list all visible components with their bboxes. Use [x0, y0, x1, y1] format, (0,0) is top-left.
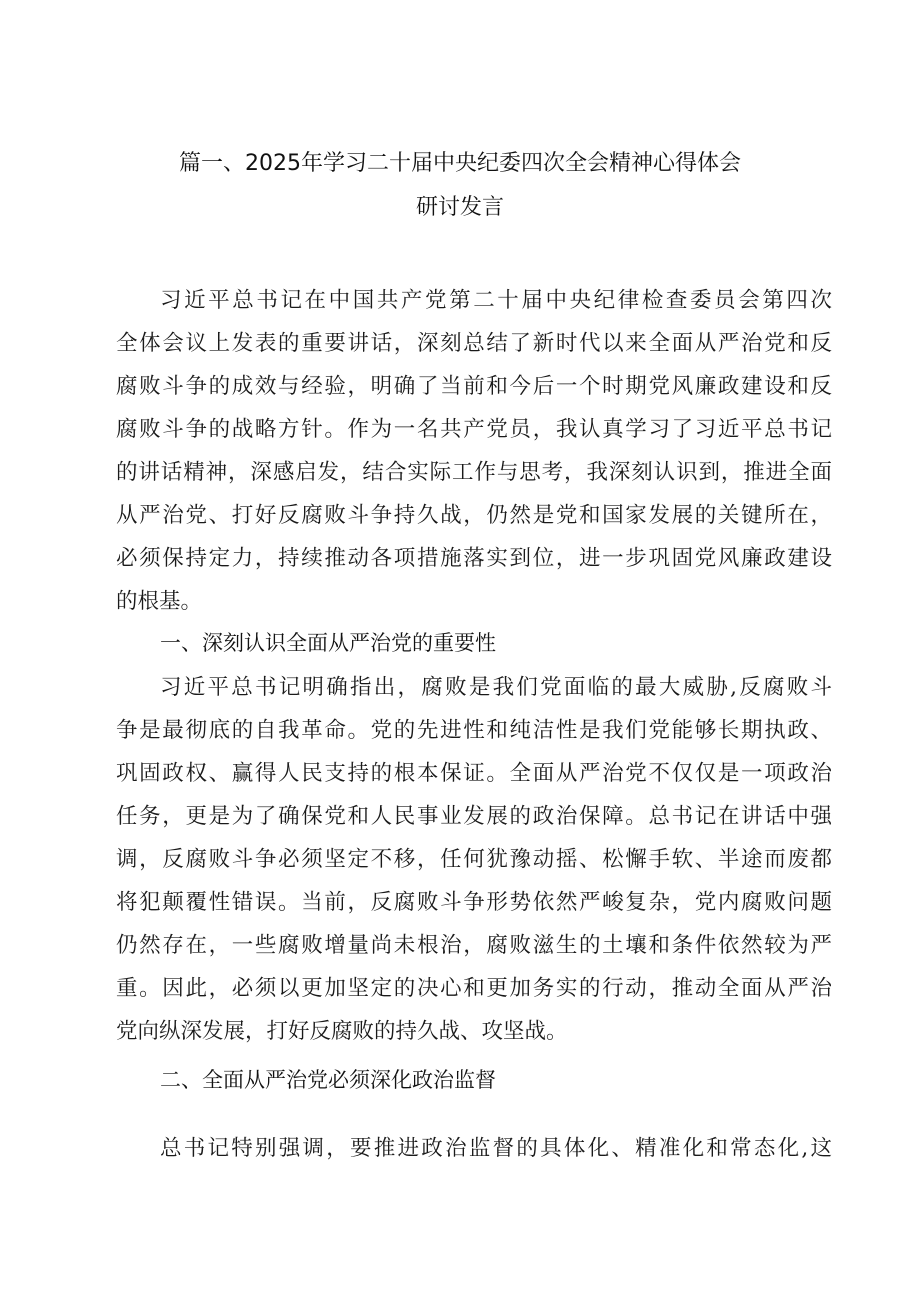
paragraph-1-line: 腐败斗争的成效与经验，明确了当前和今后一个时期党风廉政建设和反: [116, 374, 832, 399]
paragraph-1-line: 必须保持定力，持续推动各项措施落实到位，进一步巩固党风廉政建设: [116, 546, 832, 571]
paragraph-2-line: 将犯颠覆性错误。当前，反腐败斗争形势依然严峻复杂，党内腐败问题: [116, 890, 832, 915]
paragraph-2-line: 巩固政权、赢得人民支持的根本保证。全面从严治党不仅仅是一项政治: [116, 761, 832, 786]
paragraph-2-line: 调，反腐败斗争必须坚定不移，任何犹豫动摇、松懈手软、半途而废都: [116, 847, 832, 872]
paragraph-1-line: 习近平总书记在中国共产党第二十届中央纪律检查委员会第四次: [160, 288, 832, 313]
section-heading-1: 一、深刻认识全面从严治党的重要性: [160, 631, 496, 655]
section-heading-2: 二、全面从严治党必须深化政治监督: [160, 1068, 496, 1092]
document-title-line-2: 研讨发言: [415, 195, 504, 220]
paragraph-1-line: 的根基。: [116, 589, 203, 614]
paragraph-2-line: 习近平总书记明确指出，腐败是我们党面临的最大威胁,反腐败斗: [160, 675, 832, 700]
paragraph-1-line: 的讲话精神，深感启发，结合实际工作与思考，我深刻认识到，推进全面: [116, 460, 832, 485]
paragraph-2-line: 任务，更是为了确保党和人民事业发展的政治保障。总书记在讲话中强: [116, 804, 832, 829]
paragraph-1-line: 腐败斗争的战略方针。作为一名共产党员，我认真学习了习近平总书记: [116, 417, 832, 442]
paragraph-2-line: 重。因此，必须以更加坚定的决心和更加务实的行动，推动全面从严治: [116, 976, 832, 1001]
paragraph-2-line: 党向纵深发展，打好反腐败的持久战、攻坚战。: [116, 1019, 568, 1044]
paragraph-2-line: 争是最彻底的自我革命。党的先进性和纯洁性是我们党能够长期执政、: [116, 718, 832, 743]
paragraph-2-line: 仍然存在，一些腐败增量尚未根治，腐败滋生的土壤和条件依然较为严: [116, 933, 832, 958]
document-title-line-1: 篇一、2025年学习二十届中央纪委四次全会精神心得体会: [179, 151, 741, 176]
paragraph-1-line: 从严治党、打好反腐败斗争持久战，仍然是党和国家发展的关键所在，: [116, 503, 832, 528]
paragraph-1-line: 全体会议上发表的重要讲话，深刻总结了新时代以来全面从严治党和反: [116, 331, 832, 356]
paragraph-3-line: 总书记特别强调，要推进政治监督的具体化、精准化和常态化,这: [160, 1136, 832, 1161]
